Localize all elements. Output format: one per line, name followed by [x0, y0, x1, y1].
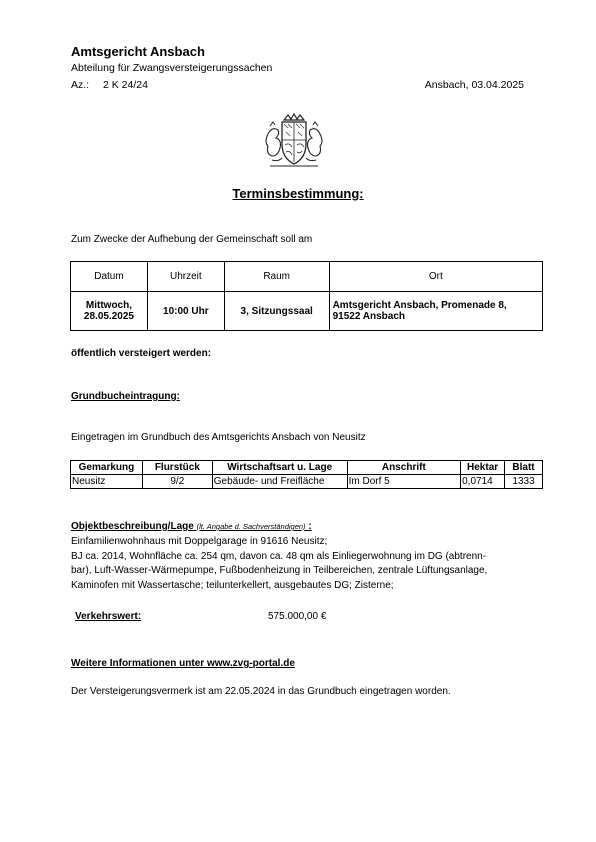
page-title: Terminsbestimmung: — [232, 186, 364, 201]
land-register-table — [70, 460, 543, 489]
table-header-row — [71, 262, 543, 292]
property-description — [71, 535, 541, 593]
col-header-date: Datum — [71, 262, 148, 292]
col-header-blatt: Blatt — [505, 461, 543, 475]
col-header-wirtschaftsart: Wirtschaftsart u. Lage — [212, 461, 347, 475]
market-value: 575.000,00 € — [268, 611, 327, 622]
auction-statement: öffentlich versteigert werden: — [71, 348, 212, 359]
cell-wirtschaftsart: Gebäude- und Freifläche — [212, 475, 347, 489]
bavarian-coat-of-arms-seal — [262, 112, 326, 172]
col-header-room: Raum — [224, 262, 329, 292]
appointment-place — [329, 292, 542, 331]
more-info-link[interactable]: Weitere Informationen unter www.zvg-portal.de — [71, 658, 295, 669]
cell-anschrift: Im Dorf 5 — [347, 475, 461, 489]
cell-blatt: 1333 — [505, 475, 543, 489]
col-header-anschrift: Anschrift — [347, 461, 461, 475]
col-header-place: Ort — [329, 262, 542, 292]
file-number-label: Az.: — [71, 79, 90, 91]
description-line: BJ ca. 2014, Wohnfläche ca. 254 qm, davon ca. 48 qm als Einliegerwohnung im DG (abtrenn- — [71, 550, 487, 562]
col-header-hektar: Hektar — [461, 461, 505, 475]
cell-hektar: 0,0714 — [461, 475, 505, 489]
property-description-title: Objektbeschreibung/Lage — [71, 521, 194, 532]
col-header-flurstueck: Flurstück — [142, 461, 212, 475]
property-description-note: (lt. Angabe d. Sachverständigen) — [196, 522, 306, 531]
property-description-heading — [71, 521, 312, 532]
intro-text: Zum Zwecke der Aufhebung der Gemeinschaft soll am — [71, 234, 313, 245]
land-register-heading: Grundbucheintragung: — [71, 391, 180, 402]
place-city: 91522 Ansbach — [332, 311, 406, 322]
date-value: 28.05.2025 — [83, 311, 134, 322]
place-and-date: Ansbach, 03.04.2025 — [424, 79, 524, 91]
col-header-time: Uhrzeit — [147, 262, 224, 292]
appointment-room: 3, Sitzungssaal — [224, 292, 329, 331]
table-row — [71, 292, 543, 331]
description-line: bar), Luft-Wasser-Wärmepumpe, Fußbodenheizung in Teilbereichen, zentrale Lüftungsanlage, — [71, 565, 488, 577]
property-description-colon: : — [308, 521, 312, 532]
cell-flurstueck: 9/2 — [142, 475, 212, 489]
file-number: 2 K 24/24 — [103, 79, 148, 91]
table-header-row — [71, 461, 543, 475]
auction-note: Der Versteigerungsvermerk ist am 22.05.2024 in das Grundbuch eingetragen worden. — [71, 686, 451, 697]
description-line: Kaminofen mit Wassertasche; teilunterkellert, ausgebautes DG; Zisterne; — [71, 579, 394, 591]
date-weekday: Mittwoch, — [85, 300, 132, 311]
market-value-label: Verkehrswert: — [75, 611, 142, 622]
department: Abteilung für Zwangsversteigerungssachen — [71, 62, 273, 74]
appointment-time: 10:00 Uhr — [147, 292, 224, 331]
description-line: Einfamilienwohnhaus mit Doppelgarage in 91616 Neusitz; — [71, 536, 328, 547]
appointment-date — [71, 292, 148, 331]
table-row — [71, 475, 543, 489]
place-address: Amtsgericht Ansbach, Promenade 8, — [332, 300, 507, 311]
land-register-text: Eingetragen im Grundbuch des Amtsgerichts Ansbach von Neusitz — [71, 432, 366, 443]
appointment-table — [70, 261, 543, 331]
col-header-gemarkung: Gemarkung — [71, 461, 143, 475]
cell-gemarkung: Neusitz — [71, 475, 143, 489]
court-name: Amtsgericht Ansbach — [71, 44, 205, 59]
